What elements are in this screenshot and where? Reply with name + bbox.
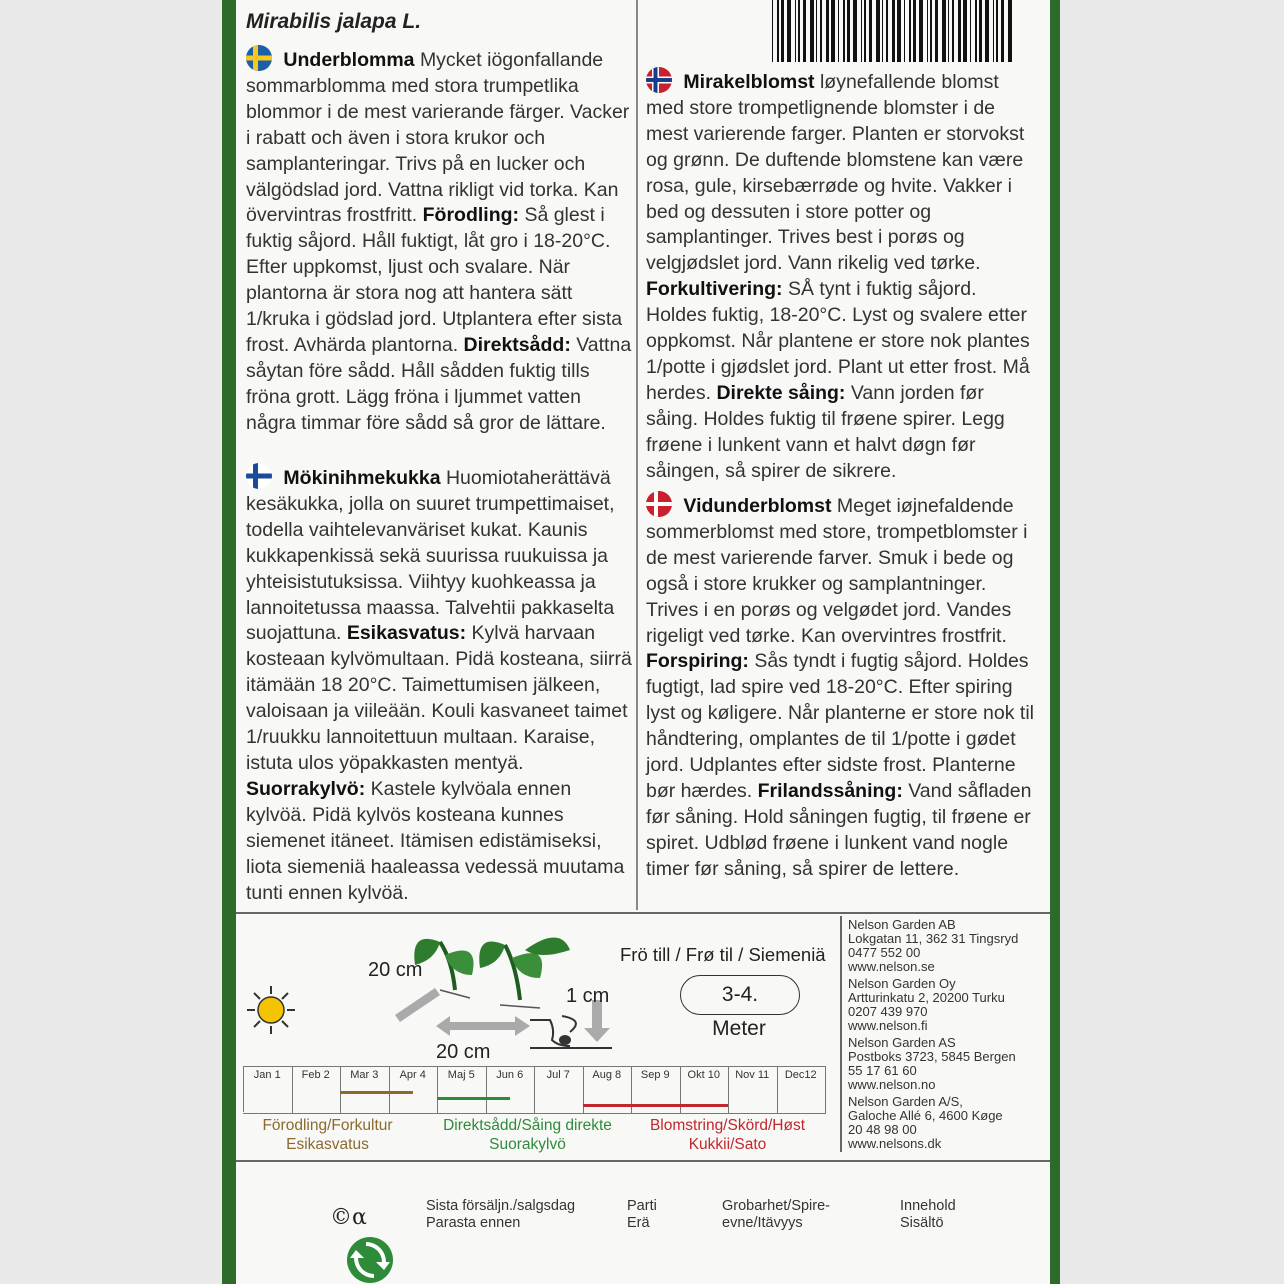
content-label — [900, 1198, 956, 1232]
legend-indoor-text: Förodling/Forkultur — [262, 1117, 393, 1134]
company-addr: Lokgatan 11, 362 31 Tingsryd — [848, 931, 1019, 946]
finnish-text-intro: Huomiotaherättävä kesäkukka, jolla on suuret trumpettimaiset, todella vaihtelevanväriset kukat. Kaunis kukkapenkissä sekä suurissa ruukuissa ja yhteisistutuksissa. Viihtyy kuohkeassa ja lannoitetussa maassa. Talvehtii pakkaselta suojattuna. — [246, 467, 615, 645]
indoor-sowing-bar — [340, 1091, 413, 1094]
content-line-1: Innehold — [900, 1198, 956, 1214]
company-web: www.nelson.se — [848, 959, 935, 974]
latin-name: Mirabilis jalapa L. — [246, 10, 422, 33]
month-cell — [534, 1066, 584, 1114]
plant-icons — [414, 938, 570, 1009]
danish-section — [646, 491, 1038, 883]
sowing-diagram — [240, 920, 640, 1060]
month-label: Sep 9 — [640, 1069, 670, 1081]
height-label: Frö till / Frø til / Siemeniä — [620, 944, 826, 965]
company-block — [848, 918, 1048, 974]
month-label: Maj 5 — [447, 1069, 475, 1081]
month-label: Jan 1 — [253, 1069, 281, 1081]
direct-sowing-bar — [437, 1097, 510, 1100]
danish-text-intro: Meget iøjnefaldende sommerblomst med store, trompetblomster i de mest varierende farver. Smuk i bede og også i store krukker og samplantninger. Trives i en porøs og velgødet jord. Vandes rigeligt ved tørke. Kan overvintres frostfrit. — [646, 495, 1028, 647]
alpha-logo-text: ©α — [330, 1205, 367, 1230]
germ-line-1: Grobarhet/Spire- — [722, 1198, 830, 1214]
height-value: 3-4. — [680, 975, 800, 1015]
month-label: Dec12 — [784, 1069, 817, 1081]
sale-line-2: Parasta ennen — [426, 1215, 521, 1231]
swedish-title: Underblomma — [278, 49, 420, 71]
danish-heading-direct: Frilandssåning: — [757, 779, 909, 802]
company-phone: 0207 439 970 — [848, 1004, 928, 1019]
danish-flag-icon — [646, 491, 672, 517]
swedish-flag-icon — [246, 45, 272, 71]
danish-text-direct: Vand såfladen før såning. Hold såningen fugtig, til frøene er spiret. Udblød frøene i lunkent vand nogle timer før såning, så spirer de lettere. — [646, 779, 1032, 880]
sowing-depth-label: 1 cm — [566, 985, 610, 1007]
danish-title: Vidunderblomst — [678, 495, 837, 517]
footer-divider — [236, 1160, 1050, 1162]
legend-bloom — [630, 1116, 825, 1154]
month-label: Jul 7 — [546, 1069, 570, 1081]
company-web: www.nelson.no — [848, 1077, 936, 1092]
month-label: Feb 2 — [301, 1069, 330, 1081]
finnish-section — [246, 463, 636, 906]
month-label: Mar 3 — [350, 1069, 379, 1081]
month-label: Nov 11 — [735, 1069, 770, 1081]
legend-direct-fi-text: Suorakylvö — [489, 1136, 566, 1153]
month-label: Aug 8 — [592, 1069, 622, 1081]
barcode — [768, 0, 1018, 62]
month-cell — [437, 1066, 487, 1114]
company-block — [848, 1036, 1048, 1092]
company-divider — [840, 916, 842, 1152]
company-info — [848, 918, 1048, 1154]
norwegian-text-intro: løynefallende blomst med store trompetlignende blomster i de mest varierende farger. Planten er storvokst og grønn. De duftende blomstene kan være rosa, gule, kirsebærrøde og hvite. Vakker i bed og dessuten i store potter og samplantinger. Trives best i porøs og velgjødslet jord. Vann rikelig ved tørke. — [646, 71, 1025, 275]
finnish-title: Mökinihmekukka — [278, 467, 446, 489]
month-cell — [777, 1066, 827, 1114]
company-phone: 55 17 61 60 — [848, 1063, 917, 1078]
month-cell — [243, 1066, 293, 1114]
content-line-2: Sisältö — [900, 1215, 944, 1231]
company-block — [848, 1095, 1048, 1151]
company-addr: Artturinkatu 2, 20200 Turku — [848, 990, 1005, 1005]
swedish-heading-indoor: Förodling: — [422, 204, 525, 227]
company-addr: Galoche Allé 6, 4600 Køge — [848, 1108, 1003, 1123]
company-phone: 0477 552 00 — [848, 945, 921, 960]
germination-label — [722, 1198, 830, 1232]
swedish-text-intro: Mycket iögonfallande sommarblomma med stora trumpetlika blommor i de mest varierande färger. Vacker i rabatt och även i stora krukor och samplanteringar. Trivs på en lucker och välgödslad jord. Vattna rikligt vid torka. Kan övervintras frostfritt. — [246, 49, 630, 227]
legend-direct — [430, 1116, 625, 1154]
plant-spacing-label: 20 cm — [368, 959, 423, 981]
legend-indoor-fi-text: Esikasvatus — [286, 1136, 369, 1153]
swedish-heading-direct: Direktsådd: — [463, 333, 577, 356]
month-cell — [728, 1066, 778, 1114]
section-divider — [236, 912, 1050, 914]
month-label: Apr 4 — [399, 1069, 426, 1081]
swedish-text-direct: Vattna såytan före sådd. Håll sådden fuktig tills fröna grott. Lägg fröna i ljummet vatten några timmar före sådd så gror de lättare. — [246, 333, 632, 434]
danish-text-indoor: Sås tyndt i fugtig såjord. Holdes fugtigt, lad spire ved 18-20°C. Efter spiring lyst og køligere. Når planterne er store nok til håndtering, omplantes de til 1/potte i gødet jord. Udplantes efter sidste frost. Planterne bør hærdes. — [646, 650, 1035, 802]
company-block — [848, 977, 1048, 1033]
bloom-bar — [583, 1104, 729, 1107]
best-before-label — [426, 1198, 575, 1232]
batch-line-1: Parti — [627, 1198, 657, 1214]
sun-icon — [247, 986, 295, 1034]
finnish-heading-indoor: Esikasvatus: — [346, 622, 472, 645]
finnish-text-direct: Kastele kylvöala ennen kylvöä. Pidä kylvös kosteana kunnes siemenet itäneet. Itämisen edistämiseksi, liota siemeniä haaleassa vedessä muutama tunti ennen kylvöä. — [246, 777, 625, 904]
finnish-flag-icon — [246, 463, 272, 489]
month-cell — [389, 1066, 439, 1114]
company-web: www.nelsons.dk — [848, 1136, 942, 1151]
norwegian-heading-direct: Direkte såing: — [716, 381, 851, 404]
norwegian-section — [646, 67, 1038, 485]
germ-line-2: evne/Itävyys — [722, 1215, 803, 1231]
legend-bloom-fi-text: Kukkii/Sato — [688, 1136, 767, 1153]
height-unit: Meter — [712, 1017, 766, 1040]
recycling-icon — [346, 1236, 394, 1284]
company-addr: Postboks 3723, 5845 Bergen — [848, 1049, 1016, 1064]
company-web: www.nelson.fi — [848, 1018, 928, 1033]
row-spacing-label: 20 cm — [436, 1041, 491, 1060]
month-label: Jun 6 — [496, 1069, 524, 1081]
company-name: Nelson Garden AB — [848, 917, 956, 932]
company-name: Nelson Garden A/S, — [848, 1094, 963, 1109]
column-divider — [636, 0, 638, 910]
packet-edge-right — [1050, 0, 1060, 1284]
batch-line-2: Erä — [627, 1215, 650, 1231]
swedish-section — [246, 45, 636, 437]
packet-edge-left — [222, 0, 236, 1284]
norwegian-flag-icon — [646, 67, 672, 93]
company-phone: 20 48 98 00 — [848, 1122, 917, 1137]
norwegian-text-indoor: SÅ tynt i fuktig såjord. Holdes fuktig, 18-20°C. Lyst og svalere etter oppkomst. Når plantene er store nok plantes 1/potte i gjødslet jord. Plant ut etter frost. Må herdes. — [646, 278, 1030, 404]
legend-bloom-text: Blomstring/Skörd/Høst — [649, 1117, 806, 1134]
batch-label — [627, 1198, 657, 1232]
legend-indoor — [250, 1116, 405, 1154]
alpha-logo — [330, 1192, 367, 1233]
month-cell — [486, 1066, 536, 1114]
swedish-text-indoor: Så glest i fuktig såjord. Håll fuktigt, låt gro i 18-20°C. Efter uppkomst, ljust och svalare. När plantorna är stora nog att hantera sätt 1/kruka i gödslad jord. Utplantera efter sista frost. Avhärda plantorna. — [246, 204, 623, 356]
company-name: Nelson Garden AS — [848, 1035, 956, 1050]
company-name: Nelson Garden Oy — [848, 976, 956, 991]
month-cell — [292, 1066, 342, 1114]
legend-direct-text: Direktsådd/Såing direkte — [443, 1117, 612, 1134]
finnish-heading-direct: Suorrakylvö: — [246, 777, 371, 800]
norwegian-title: Mirakelblomst — [678, 71, 820, 93]
sale-line-1: Sista försäljn./salgsdag — [426, 1198, 576, 1214]
month-label: Okt 10 — [687, 1069, 720, 1081]
norwegian-text-direct: Vann jorden før såing. Holdes fuktig til frøene spirer. Legg frøene i lunkent vann et halvt døgn før såingen, så spirer de sikrere. — [646, 381, 1005, 482]
danish-heading-indoor: Forspiring: — [646, 650, 755, 673]
month-cell — [340, 1066, 390, 1114]
finnish-text-indoor: Kylvä harvaan kosteaan kylvömultaan. Pidä kosteana, siirrä itämään 18 20°C. Taimettumisen jälkeen, valoisaan ja viileään. Kouli kasvaneet taimet 1/ruukku lannoitettuun multaan. Karaise, istuta ulos yöpakkasten mentyä. — [246, 622, 632, 774]
norwegian-heading-indoor: Forkultivering: — [646, 278, 788, 301]
